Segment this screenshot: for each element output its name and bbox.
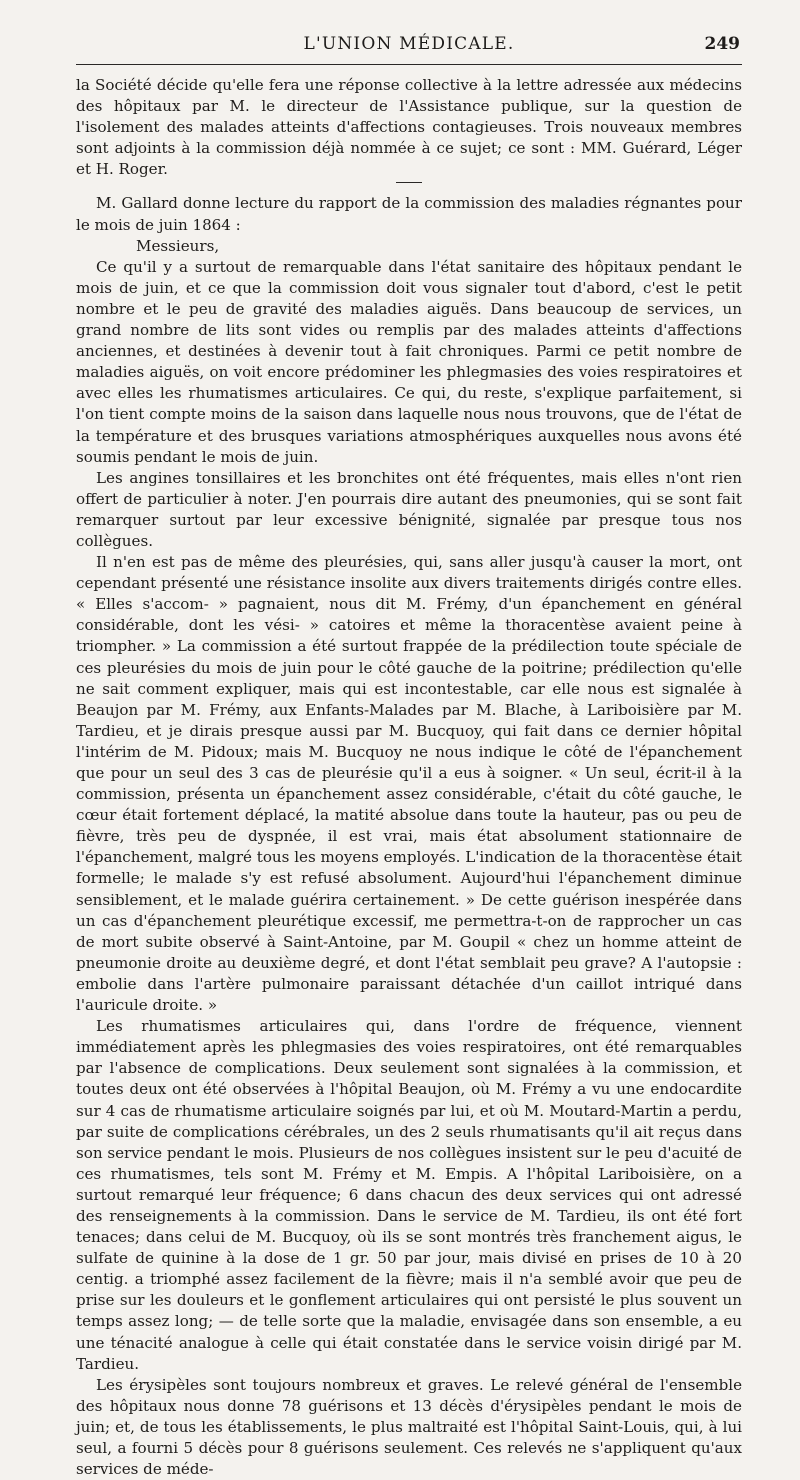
- paragraph-pleurisies: Il n'en est pas de même des pleurésies, qui, sans aller jusqu'à causer la mort, ont cependant présenté une résistance insolite aux divers traitements dirigés contre elles. « Elles s'accom- » pagnaient, nous dit M. Frémy, d'un épanchement en général considérable, dont les vési- » catoires et même la thoracentèse avaient peine à triompher. » La commission a été surtout frappée de la prédilection toute spéciale de ces pleurésies du mois de juin pour le côté gauche de la poitrine; prédilection qu'elle ne sait comment expliquer, mais qui est incontestable, car elle nous est signalée à Beaujon par M. Frémy, aux Enfants-Malades par M. Blache, à Lariboisière par M. Tardieu, et je dirais presque aussi par M. Bucquoy, qui fait dans ce dernier hôpital l'intérim de M. Pidoux; mais M. Bucquoy ne nous indique le côté de l'épanchement que pour un seul des 3 cas de pleurésie qu'il a eus à soigner. « Un seul, écrit-il à la commission, présenta un épanchement assez considérable, c'était du côté gauche, le cœur était fortement déplacé, la matité absolue dans toute la hauteur, pas ou peu de fièvre, très peu de dyspnée, il est vrai, mais état absolument stationnaire de l'épanchement, malgré tous les moyens employés. L'indication de la thoracentèse était formelle; le malade s'y est refusé absolument. Aujourd'hui l'épanchement diminue sensiblement, et le malade guérira certainement. » De cette guérison inespérée dans un cas d'épanchement pleurétique excessif, me permettra-t-on de rapprocher un cas de mort subite observé à Saint-Antoine, par M. Goupil « chez un homme atteint de pneumonie droite au deuxième degré, et dont l'état semblait peu grave? A l'autopsie : embolie dans l'artère pulmonaire paraissant détachée d'un caillot intriqué dans l'auricule droite. »: [76, 553, 742, 1015]
- salutation: Messieurs,: [136, 236, 220, 255]
- paragraph-erysipelas: Les érysipèles sont toujours nombreux et graves. Le relevé général de l'ensemble des hôpitaux nous donne 78 guérisons et 13 décès d'érysipèles pendant le mois de juin; et, de tous les établissements, le plus maltraité est l'hôpital Saint-Louis, qui, à lui seul, a fourni 5 décès pour 8 guérisons seulement. Ces relevés ne s'appliquent qu'aux services de méde-: [76, 1375, 742, 1479]
- paragraph-society-decision: la Société décide qu'elle fera une réponse collective à la lettre adressée aux médecins des hôpitaux par M. le directeur de l'Assistance publique, sur la question de l'isolement des malades atteints d'affections contagieuses. Trois nouveaux membres sont adjoints à la commission déjà nommée à ce sujet; ce sont : MM. Guérard, Léger et H. Roger.: [76, 76, 742, 179]
- page-number: 249: [704, 34, 740, 54]
- paragraph-gallard-report: M. Gallard donne lecture du rapport de la commission des maladies régnantes pour le mois de juin 1864 :: [76, 194, 742, 234]
- running-title: L'UNION MÉDICALE.: [303, 34, 515, 54]
- body-text: [76, 75, 742, 1480]
- page-header: [76, 28, 742, 65]
- paragraph-rheumatisms: Les rhumatismes articulaires qui, dans l'ordre de fréquence, viennent immédiatement après les phlegmasies des voies respiratoires, ont été remarquables par l'absence de complications. Deux seulement sont signalées à la commission, et toutes deux ont été observées à l'hôpital Beaujon, où M. Frémy a vu une endocardite sur 4 cas de rhumatisme articulaire soignés par lui, et où M. Moutard-Martin a perdu, par suite de complications cérébrales, un des 2 seuls rhumatisants qu'il ait reçus dans son service pendant le mois. Plusieurs de nos collègues insistent sur le peu d'acuité de ces rhumatismes, tels sont M. Frémy et M. Empis. A l'hôpital Lariboisière, on a surtout remarqué leur fréquence; 6 dans chacun des deux services qui ont adressé des renseignements à la commission. Dans le service de M. Tardieu, ils ont été fort tenaces; dans celui de M. Bucquoy, où ils se sont montrés très franchement aigus, le sulfate de quinine à la dose de 1 gr. 50 par jour, mais divisé en prises de 10 à 20 centig. a triomphé assez facilement de la fièvre; mais il n'a semblé avoir que peu de prise sur les douleurs et le gonflement articulaires qui ont persisté le plus souvent un temps assez long; — de telle sorte que la maladie, envisagée dans son ensemble, a eu une ténacité analogue à celle qui était constatée dans le service voisin dirigé par M. Tardieu.: [76, 1017, 742, 1373]
- paragraph-sanitary-state: Ce qu'il y a surtout de remarquable dans l'état sanitaire des hôpitaux pendant le mois de juin, et ce que la commission doit vous signaler tout d'abord, c'est le petit nombre et le peu de gravité des maladies aiguës. Dans beaucoup de services, un grand nombre de lits sont vides ou remplis par des malades atteints d'affections anciennes, et destinées à devenir tout à fait chroniques. Parmi ce petit nombre de maladies aiguës, on voit encore prédominer les phlegmasies des voies respiratoires et avec elles les rhumatismes articulaires. Ce qui, du reste, s'explique parfaitement, si l'on tient compte moins de la saison dans laquelle nous nous trouvons, que de l'état de la température et des brusques variations atmosphériques auxquelles nous avons été soumis pendant le mois de juin.: [76, 257, 742, 466]
- section-separator: [396, 182, 422, 183]
- paragraph-angines: Les angines tonsillaires et les bronchites ont été fréquentes, mais elles n'ont rien offert de particulier à noter. J'en pourrais dire autant des pneumonies, qui se sont fait remarquer surtout par leur excessive bénignité, signalée par presque tous nos collègues.: [76, 468, 742, 550]
